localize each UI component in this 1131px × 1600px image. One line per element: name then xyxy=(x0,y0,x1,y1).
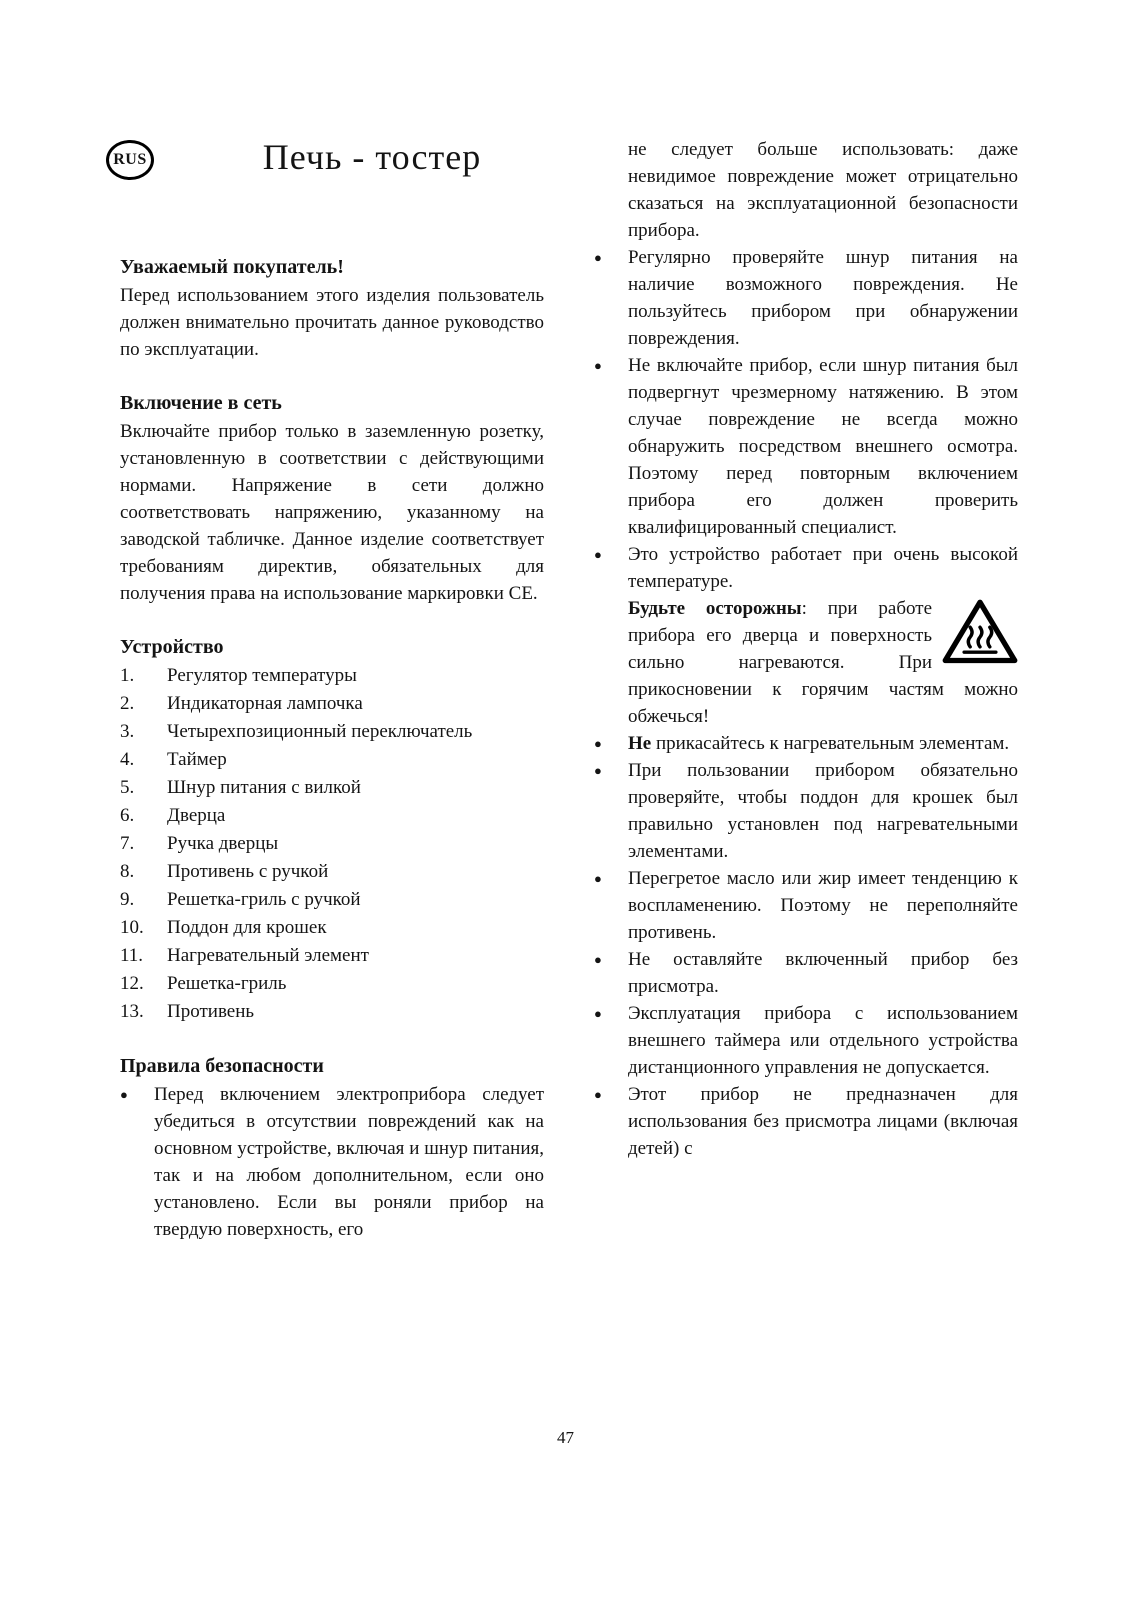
item-text: Решетка-гриль xyxy=(167,973,287,994)
item-text: Таймер xyxy=(167,749,227,770)
greeting-paragraph: Перед использованием этого изделия пользователь должен внимательно прочитать данное руководство по эксплуатации. xyxy=(120,285,544,360)
hot-warning-text xyxy=(628,595,1018,730)
page-number: 47 xyxy=(557,1428,574,1447)
item-number: 1. xyxy=(120,665,135,686)
device-list-item xyxy=(120,662,544,690)
bullet-text xyxy=(628,730,1018,757)
warning-rest-text: : при работе прибора его дверца и поверхность сильно нагреваются. При прикосновении к горячим частям можно обжечься! xyxy=(628,598,1018,727)
bullet-marker: ● xyxy=(594,736,602,751)
item-number: 2. xyxy=(120,693,135,714)
two-column-layout xyxy=(113,136,1018,1243)
item-text: Противень с ручкой xyxy=(167,861,329,882)
bullet-marker: ● xyxy=(594,358,602,373)
bullet-marker: ● xyxy=(594,250,602,265)
page-title: Печь - тостер xyxy=(262,137,482,177)
bullet-marker: ● xyxy=(594,952,602,967)
bullet-text xyxy=(628,541,1018,730)
item-number: 9. xyxy=(120,889,135,910)
bullet-text: При пользовании прибором обязательно проверяйте, чтобы поддон для крошек был правильно установлен под нагревательными элементами. xyxy=(628,760,1018,862)
device-list-item xyxy=(120,914,544,942)
device-list-item xyxy=(120,718,544,746)
safety-bullet-hot-surface xyxy=(594,541,1018,730)
item-number: 8. xyxy=(120,861,135,882)
safety-heading: Правила безопасности xyxy=(120,1055,324,1077)
safety-bullet xyxy=(120,1081,544,1243)
bullet-marker: ● xyxy=(594,1087,602,1102)
left-column xyxy=(113,136,544,1243)
bullet-text: Не оставляйте включенный прибор без присмотра. xyxy=(628,949,1018,997)
safety-bullet xyxy=(594,1081,1018,1162)
item-number: 4. xyxy=(120,749,135,770)
right-column xyxy=(594,136,1018,1243)
item-number: 10. xyxy=(120,917,144,938)
item-number: 13. xyxy=(120,1001,144,1022)
item-number: 7. xyxy=(120,833,135,854)
bullet-marker: ● xyxy=(594,1006,602,1021)
item-text: Поддон для крошек xyxy=(167,917,327,938)
item-text: Противень xyxy=(167,1001,255,1022)
safety-bullet xyxy=(594,352,1018,541)
device-list-item xyxy=(120,886,544,914)
bullet-text: Эксплуатация прибора с использованием внешнего таймера или отдельного устройства дистанционного управления не допускается. xyxy=(628,1003,1018,1078)
bullet-marker: ● xyxy=(120,1087,128,1102)
safety-bullet xyxy=(594,244,1018,352)
item-text: Дверца xyxy=(167,805,226,826)
bullet-marker: ● xyxy=(594,547,602,562)
safety-bullet xyxy=(594,730,1018,757)
bullet-text: Этот прибор не предназначен для использования без присмотра лицами (включая детей) с xyxy=(628,1084,1018,1159)
item-number: 11. xyxy=(120,945,144,966)
bullet-text: Не включайте прибор, если шнур питания был подвергнут чрезмерному натяжению. В этом случае повреждение не всегда можно обнаружить посредством внешнего осмотра. Поэтому перед повторным включением прибора его должен проверить квалифицированный специалист. xyxy=(628,355,1018,538)
device-list-item xyxy=(120,970,544,998)
device-list-item xyxy=(120,942,544,970)
safety-bullet xyxy=(594,757,1018,865)
warning-bold-label: Будьте осторожны xyxy=(628,598,802,619)
item-text: Индикаторная лампочка xyxy=(167,693,363,714)
safety-bullet xyxy=(594,865,1018,946)
rus-badge-label: RUS xyxy=(113,151,147,168)
device-list xyxy=(120,662,544,1026)
bullet-marker: ● xyxy=(594,871,602,886)
item-text: Нагревательный элемент xyxy=(167,945,369,966)
no-touch-rest: прикасайтесь к нагревательным элементам. xyxy=(651,733,1010,754)
device-list-item xyxy=(120,802,544,830)
device-heading: Устройство xyxy=(120,636,224,658)
continuation-paragraph: не следует больше использовать: даже невидимое повреждение может отрицательно сказаться на эксплуатационной безопасности прибора. xyxy=(628,139,1018,241)
rus-language-badge xyxy=(106,140,154,180)
device-list-item xyxy=(120,774,544,802)
hot-intro-text: Это устройство работает при очень высокой температуре. xyxy=(628,544,1018,592)
device-list-item xyxy=(120,746,544,774)
safety-bullet xyxy=(594,1000,1018,1081)
power-paragraph: Включайте прибор только в заземленную розетку, установленную в соответствии с действующими нормами. Напряжение в сети должно соответствовать напряжению, указанному на заводской табличке. Данное изделие соответствует требованиям директив, обязательных для получения права на использование маркировки СЕ. xyxy=(120,421,544,604)
device-list-item xyxy=(120,690,544,718)
greeting-heading: Уважаемый покупатель! xyxy=(120,256,344,278)
bullet-text: Перед включением электроприбора следует убедиться в отсутствии повреждений как на основном устройстве, включая и шнур питания, так и на любом дополнительном, если оно установлено. Если вы роняли прибор на твердую поверхность, его xyxy=(154,1084,544,1240)
bullet-text: Регулярно проверяйте шнур питания на наличие возможного повреждения. Не пользуйтесь прибором при обнаружении повреждения. xyxy=(628,247,1018,349)
item-number: 12. xyxy=(120,973,144,994)
bullet-text: Перегретое масло или жир имеет тенденцию к воспламенению. Поэтому не переполняйте противень. xyxy=(628,868,1018,943)
item-number: 3. xyxy=(120,721,135,742)
power-heading: Включение в сеть xyxy=(120,392,282,414)
item-text: Регулятор температуры xyxy=(167,665,357,686)
item-number: 6. xyxy=(120,805,135,826)
item-text: Ручка дверцы xyxy=(167,833,279,854)
title-row xyxy=(113,136,544,194)
hot-surface-warning-icon xyxy=(942,597,1018,665)
item-number: 5. xyxy=(120,777,135,798)
device-list-item xyxy=(120,830,544,858)
no-touch-bold: Не xyxy=(628,733,652,754)
item-text: Четырехпозиционный переключатель xyxy=(167,721,473,742)
safety-bullet xyxy=(594,946,1018,1000)
item-text: Решетка-гриль с ручкой xyxy=(167,889,361,910)
item-text: Шнур питания с вилкой xyxy=(167,777,361,798)
bullet-marker: ● xyxy=(594,763,602,778)
device-list-item xyxy=(120,998,544,1026)
device-list-item xyxy=(120,858,544,886)
